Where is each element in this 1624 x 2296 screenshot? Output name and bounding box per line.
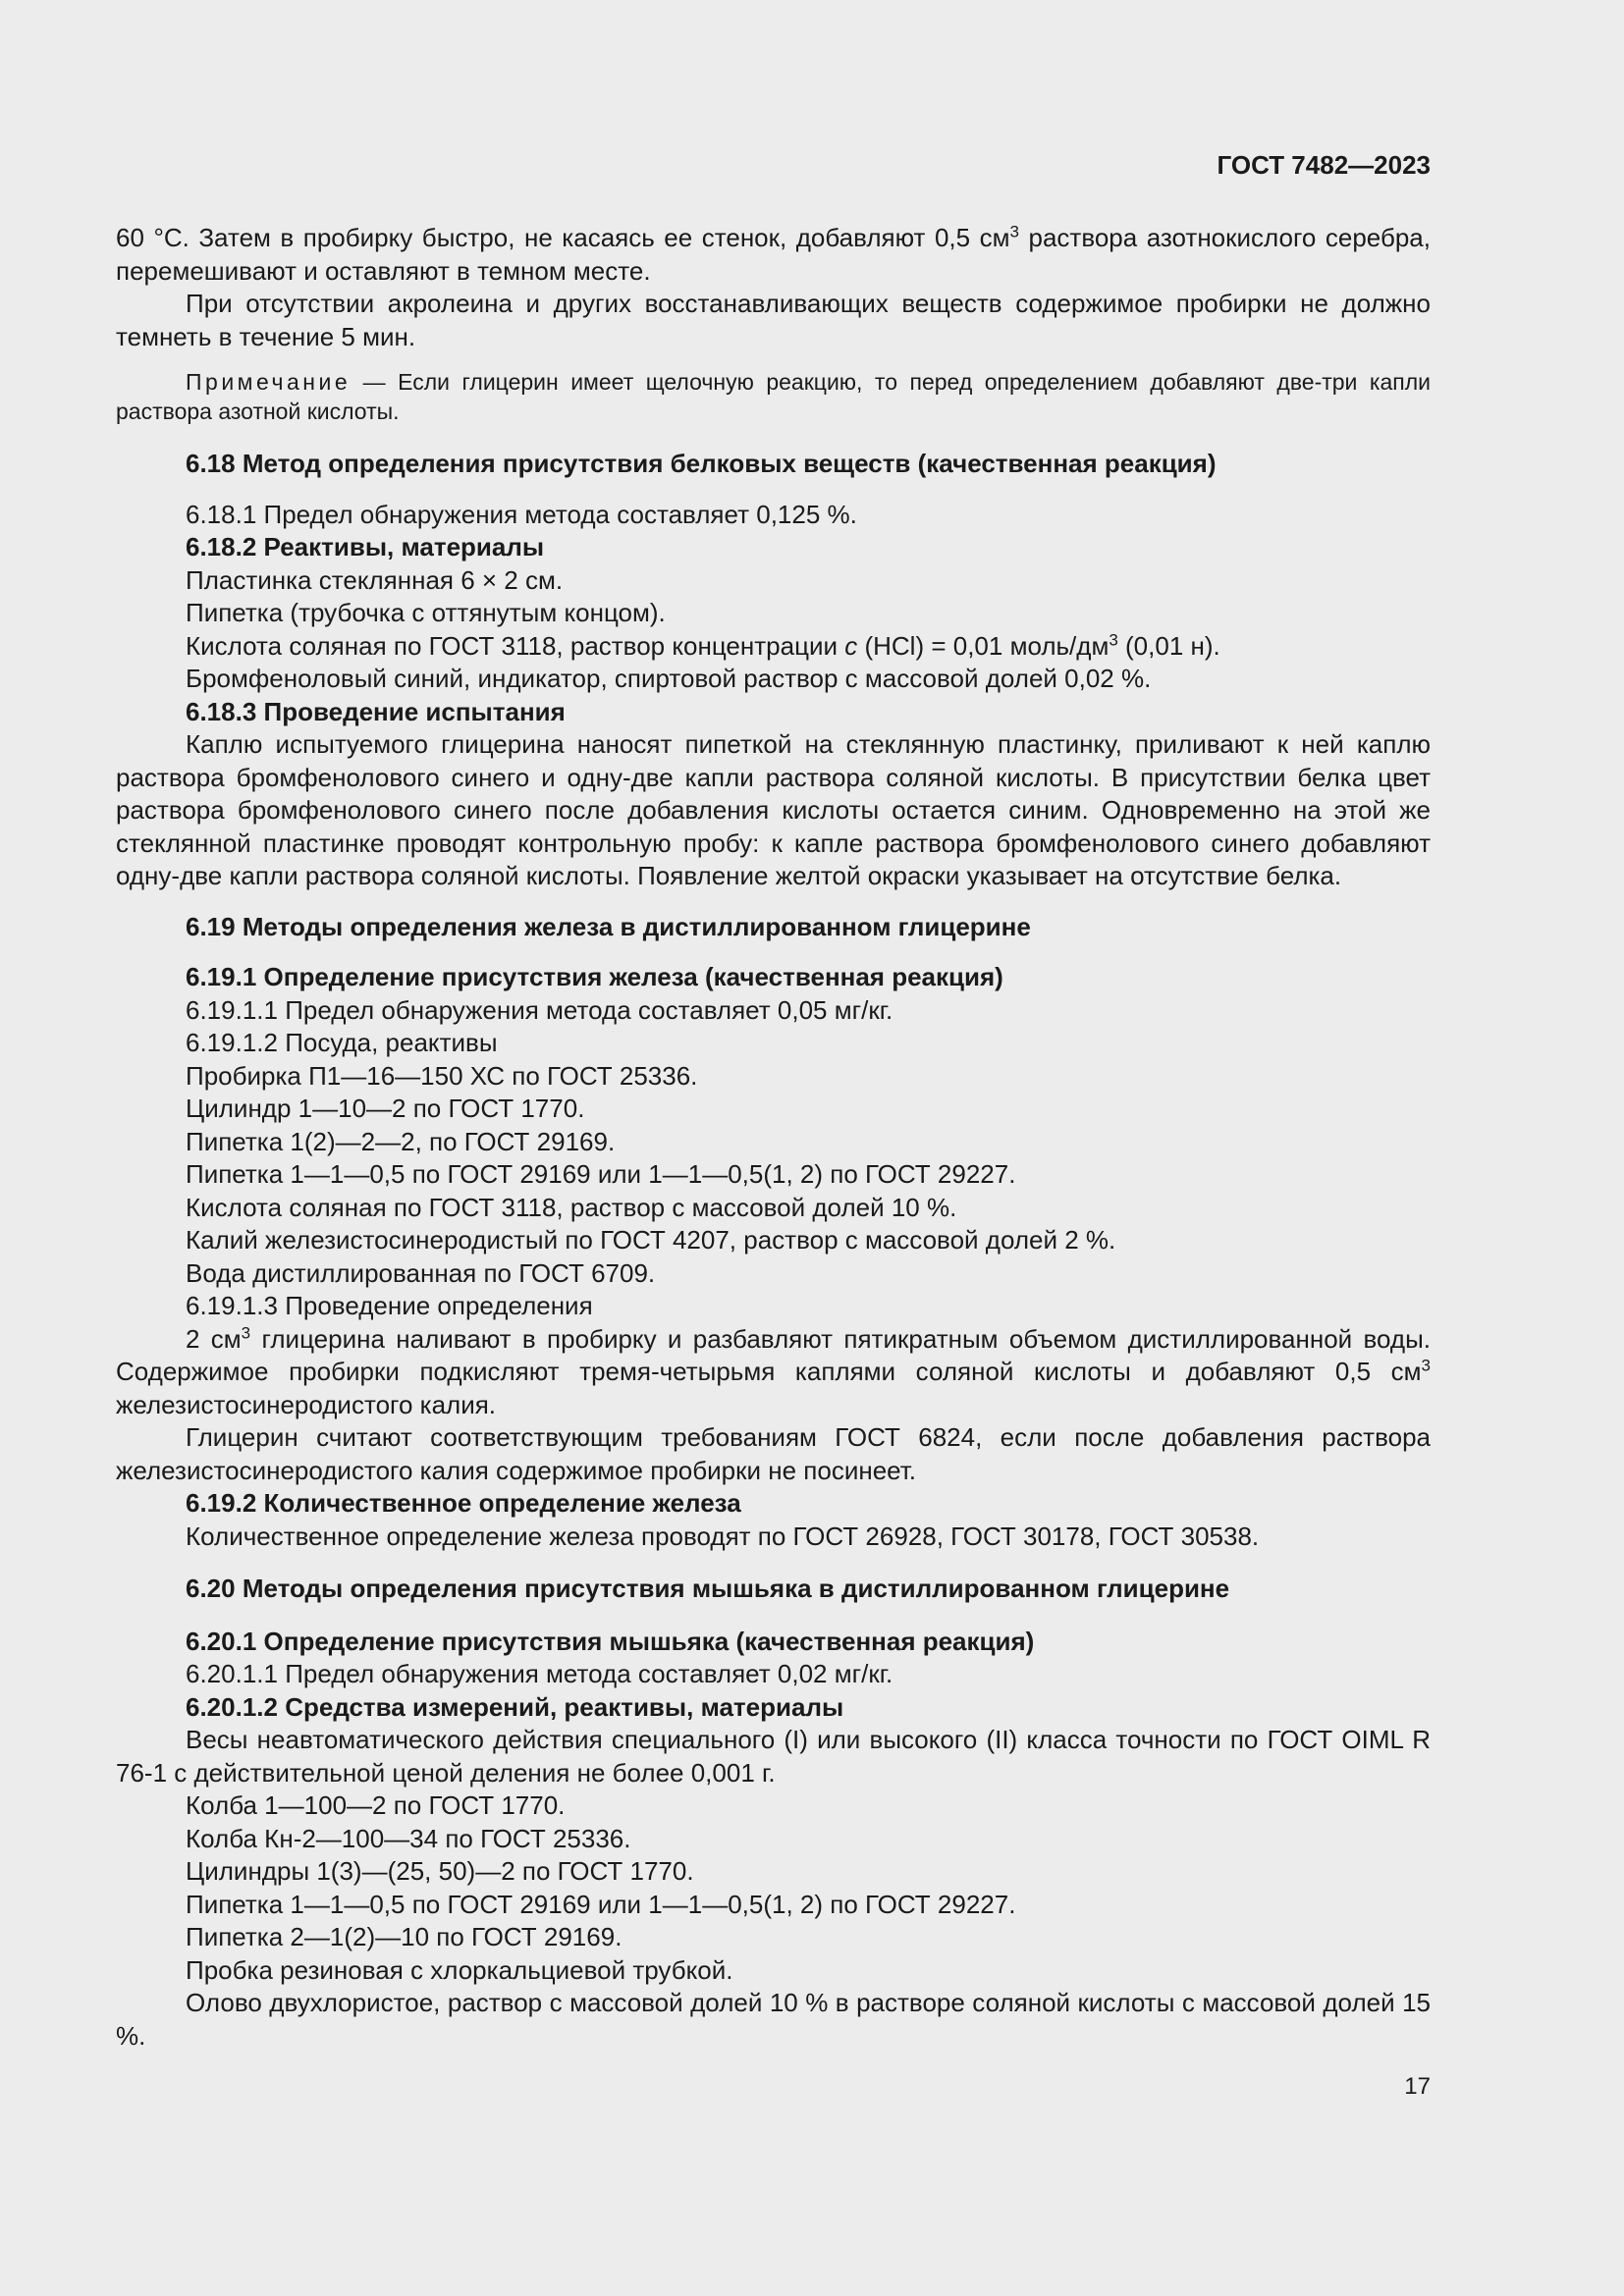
line: 6.19.1.1 Предел обнаружения метода составляет 0,05 мг/кг.	[186, 994, 893, 1025]
line: Пластинка стеклянная 6 × 2 см.	[186, 564, 564, 595]
paragraph: Каплю испытуемого глицерина наносят пипеткой на стеклянную пластинку, приливают к ней каплю раствора бромфенолового синего и одну-две капли раствора соляной кислоты. В присутствии белка цвет раствора бромфенолового синего после добавления кислоты остается синим. Одновременно на этой же стеклянной пластинке проводят контрольную пробу: к капле раствора бромфенолового синего добавляют одну-две капли раствора соляной кислоты. Появление желтой окраски указывает на отсутствие белка.	[116, 729, 1431, 890]
paragraph-continuation	[116, 222, 1431, 288]
text-run: Кислота соляная по ГОСТ 3118, раствор концентрации	[186, 630, 845, 661]
subsection-heading: 6.19.2 Количественное определение железа	[186, 1488, 741, 1518]
line: Пипетка 1—1—0,5 по ГОСТ 29169 или 1—1—0,5(1, 2) по ГОСТ 29227.	[186, 1159, 1016, 1189]
paragraph	[116, 1323, 1431, 1422]
line: Пипетка 1(2)—2—2, по ГОСТ 29169.	[186, 1126, 616, 1156]
text-run: (0,01 н).	[1117, 630, 1220, 661]
line: Калий железистосинеродистый по ГОСТ 4207, раствор с массовой долей 2 %.	[186, 1225, 1116, 1255]
line: Цилиндр 1—10—2 по ГОСТ 1770.	[186, 1094, 585, 1123]
text-run: железистосинеродистого калия.	[116, 1389, 497, 1419]
line: 6.19.1.2 Посуда, реактивы	[186, 1028, 498, 1057]
line: Количественное определение железа проводят по ГОСТ 26928, ГОСТ 30178, ГОСТ 30538.	[186, 1521, 1260, 1551]
line: 6.18.1 Предел обнаружения метода составляет 0,125 %.	[186, 499, 857, 529]
line: Пипетка 1—1—0,5 по ГОСТ 29169 или 1—1—0,5(1, 2) по ГОСТ 29227.	[186, 1889, 1016, 1919]
document-body	[116, 222, 1431, 2053]
superscript: 3	[1109, 629, 1118, 649]
note-label: Примечание	[186, 369, 352, 395]
paragraph: Весы неавтоматического действия специального (I) или высокого (II) класса точности по ГОСТ OIML R 76-1 с действительной ценой деления не более 0,001 г.	[116, 1725, 1431, 1788]
subsection-heading: 6.19.1 Определение присутствия железа (качественная реакция)	[186, 962, 1003, 991]
text-run: глицерина наливают в пробирку и разбавляют пятикратным объемом дистиллированной воды. Содержимое пробирки подкисляют тремя-четырьмя каплями соляной кислоты и добавляют 0,5 см	[116, 1323, 1432, 1386]
note-text: — Если глицерин имеет щелочную реакцию, то перед определением добавляют две-три капли раствора азотной кислоты.	[116, 369, 1431, 424]
line: Цилиндры 1(3)—(25, 50)—2 по ГОСТ 1770.	[186, 1856, 694, 1886]
document-page	[116, 0, 1431, 2296]
paragraph: Олово двухлористое, раствор с массовой долей 10 % в растворе соляной кислоты с массовой долей 15 %.	[116, 1988, 1431, 2051]
text-run: 2 см	[186, 1323, 242, 1354]
paragraph: При отсутствии акролеина и других восстанавливающих веществ содержимое пробирки не должно темнеть в течение 5 мин.	[116, 289, 1431, 351]
text-run: раствора азотнокислого серебра, перемешивают и оставляют в темном месте.	[116, 223, 1431, 286]
text-run: 60 °C. Затем в пробирку быстро, не касаясь ее стенок, добавляют 0,5 см	[116, 223, 1010, 252]
line: Пробирка П1—16—150 ХС по ГОСТ 25336.	[186, 1060, 698, 1091]
line: Пробка резиновая с хлоркальциевой трубкой.	[186, 1954, 733, 1985]
line: Колба 1—100—2 по ГОСТ 1770.	[186, 1790, 566, 1820]
line: Пипетка (трубочка с оттянутым концом).	[186, 598, 666, 627]
text-run: (HCl) = 0,01 моль/дм	[857, 630, 1110, 661]
line: Кислота соляная по ГОСТ 3118, раствор с массовой долей 10 %.	[186, 1192, 957, 1222]
line: Бромфеноловый синий, индикатор, спиртовой раствор с массовой долей 0,02 %.	[186, 664, 1152, 693]
superscript: 3	[241, 1322, 251, 1342]
section-heading-6-18: 6.18 Метод определения присутствия белковых веществ (качественная реакция)	[186, 449, 1217, 478]
section-heading-6-20: 6.20 Методы определения присутствия мышьяка в дистиллированном глицерине	[186, 1574, 1230, 1603]
italic-symbol: c	[844, 630, 858, 661]
standard-header: ГОСТ 7482—2023	[1217, 150, 1431, 180]
line: Колба Кн-2—100—34 по ГОСТ 25336.	[186, 1823, 631, 1853]
subsection-heading: 6.18.3 Проведение испытания	[186, 696, 566, 726]
line: 6.19.1.3 Проведение определения	[186, 1291, 593, 1320]
subsection-heading: 6.20.1 Определение присутствия мышьяка (качественная реакция)	[186, 1626, 1035, 1656]
line	[116, 630, 1431, 664]
note	[116, 367, 1431, 426]
line: Вода дистиллированная по ГОСТ 6709.	[186, 1257, 656, 1288]
line: 6.20.1.1 Предел обнаружения метода составляет 0,02 мг/кг.	[186, 1659, 893, 1688]
section-heading-6-19: 6.19 Методы определения железа в дистиллированном глицерине	[186, 911, 1031, 941]
line: Пипетка 2—1(2)—10 по ГОСТ 29169.	[186, 1922, 623, 1951]
page-number: 17	[1404, 2073, 1431, 2100]
paragraph: Глицерин считают соответствующим требованиям ГОСТ 6824, если после добавления раствора железистосинеродистого калия содержимое пробирки не посинеет.	[116, 1422, 1431, 1485]
superscript: 3	[1009, 222, 1019, 241]
subsection-heading: 6.20.1.2 Средства измерений, реактивы, материалы	[186, 1691, 844, 1722]
superscript: 3	[1421, 1356, 1431, 1375]
subsection-heading: 6.18.2 Реактивы, материалы	[186, 532, 545, 561]
